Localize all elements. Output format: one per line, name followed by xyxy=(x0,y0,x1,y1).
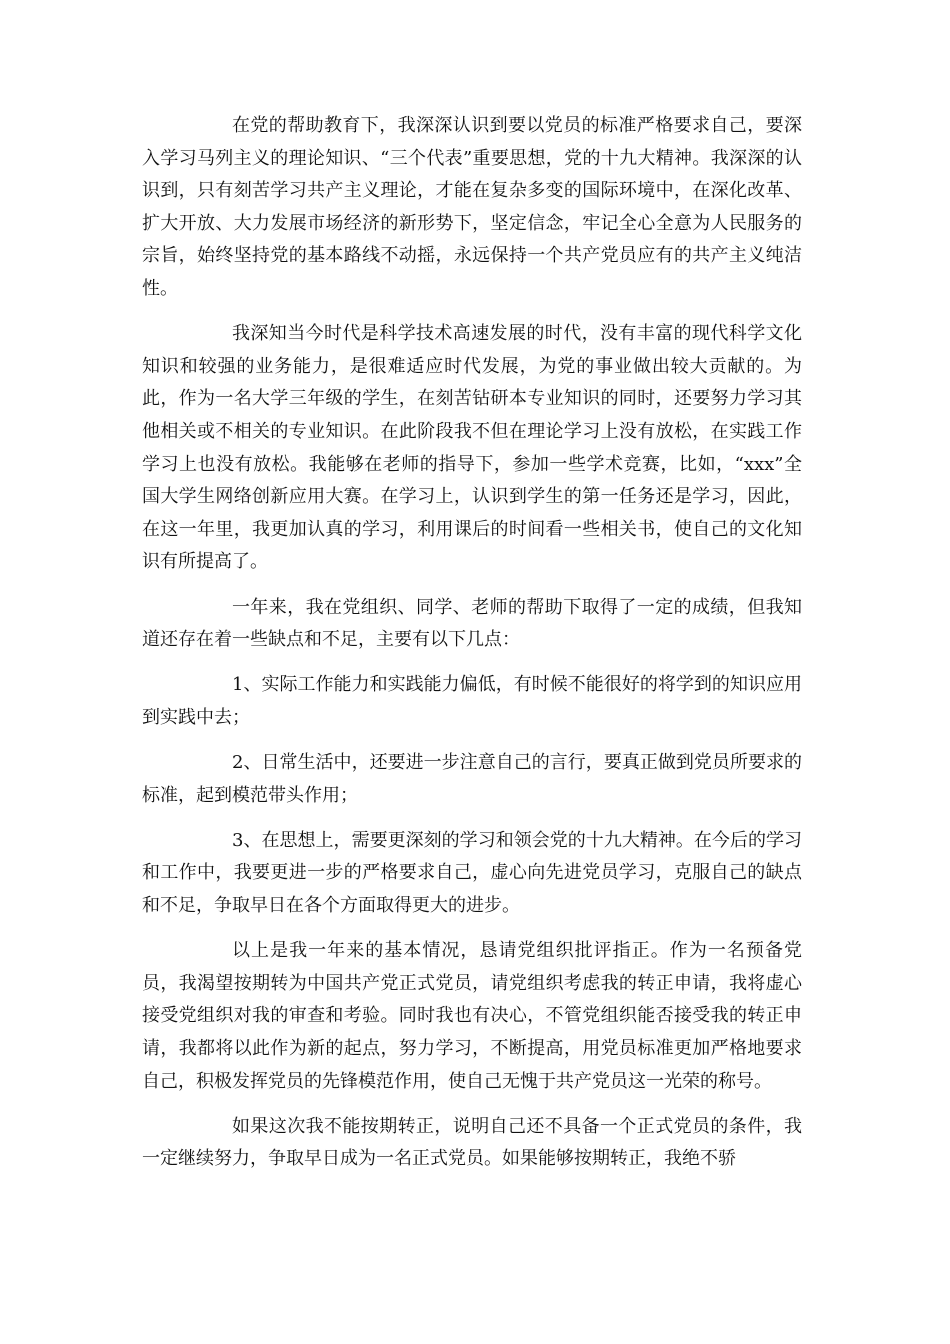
paragraph-2: 我深知当今时代是科学技术高速发展的时代，没有丰富的现代科学文化知识和较强的业务能力，是很难适应时代发展，为党的事业做出较大贡献的。为此，作为一名大学三年级的学生，在刻苦钻研本专业知识的同时，还要努力学习其他相关或不相关的专业知识。在此阶段我不但在理论学习上没有放松，在实践工作学习上也没有放松。我能够在老师的指导下，参加一些学术竞赛，比如，“xxx”全国大学生网络创新应用大赛。在学习上，认识到学生的第一任务还是学习，因此，在这一年里，我更加认真的学习，利用课后的时间看一些相关书，使自己的文化知识有所提高了。 xyxy=(142,323,802,573)
paragraph-3: 一年来，我在党组织、同学、老师的帮助下取得了一定的成绩，但我知道还存在着一些缺点和不足，主要有以下几点： xyxy=(142,596,802,651)
paragraph-1: 在党的帮助教育下，我深深认识到要以党员的标准严格要求自己，要深入学习马列主义的理论知识、“三个代表”重要思想，党的十九大精神。我深深的认识到，只有刻苦学习共产主义理论，才能在复杂多变的国际环境中，在深化改革、扩大开放、大力发展市场经济的新形势下，坚定信念，牢记全心全意为人民服务的宗旨，始终坚持党的基本路线不动摇，永远保持一个共产党员应有的共产主义纯洁性。 xyxy=(142,115,802,299)
list-item-3: 3、在思想上，需要更深刻的学习和领会党的十九大精神。在今后的学习和工作中，我要更进一步的严格要求自己，虚心向先进党员学习，克服自己的缺点和不足，争取早日在各个方面取得更大的进步。 xyxy=(142,829,802,917)
list-item-1: 1、实际工作能力和实践能力偏低，有时候不能很好的将学到的知识应用到实践中去； xyxy=(142,674,802,728)
paragraph-5: 如果这次我不能按期转正，说明自己还不具备一个正式党员的条件，我一定继续努力，争取早日成为一名正式党员。如果能够按期转正，我绝不骄 xyxy=(142,1115,802,1170)
document-body xyxy=(142,110,802,1176)
list-item-2: 2、日常生活中，还要进一步注意自己的言行，要真正做到党员所要求的标准，起到模范带头作用； xyxy=(142,752,802,806)
paragraph-4: 以上是我一年来的基本情况，恳请党组织批评指正。作为一名预备党员，我渴望按期转为中国共产党正式党员，请党组织考虑我的转正申请，我将虚心接受党组织对我的审查和考验。同时我也有决心，不管党组织能否接受我的转正申请，我都将以此作为新的起点，努力学习，不断提高，用党员标准更加严格地要求自己，积极发挥党员的先锋模范作用，使自己无愧于共产党员这一光荣的称号。 xyxy=(142,940,802,1092)
